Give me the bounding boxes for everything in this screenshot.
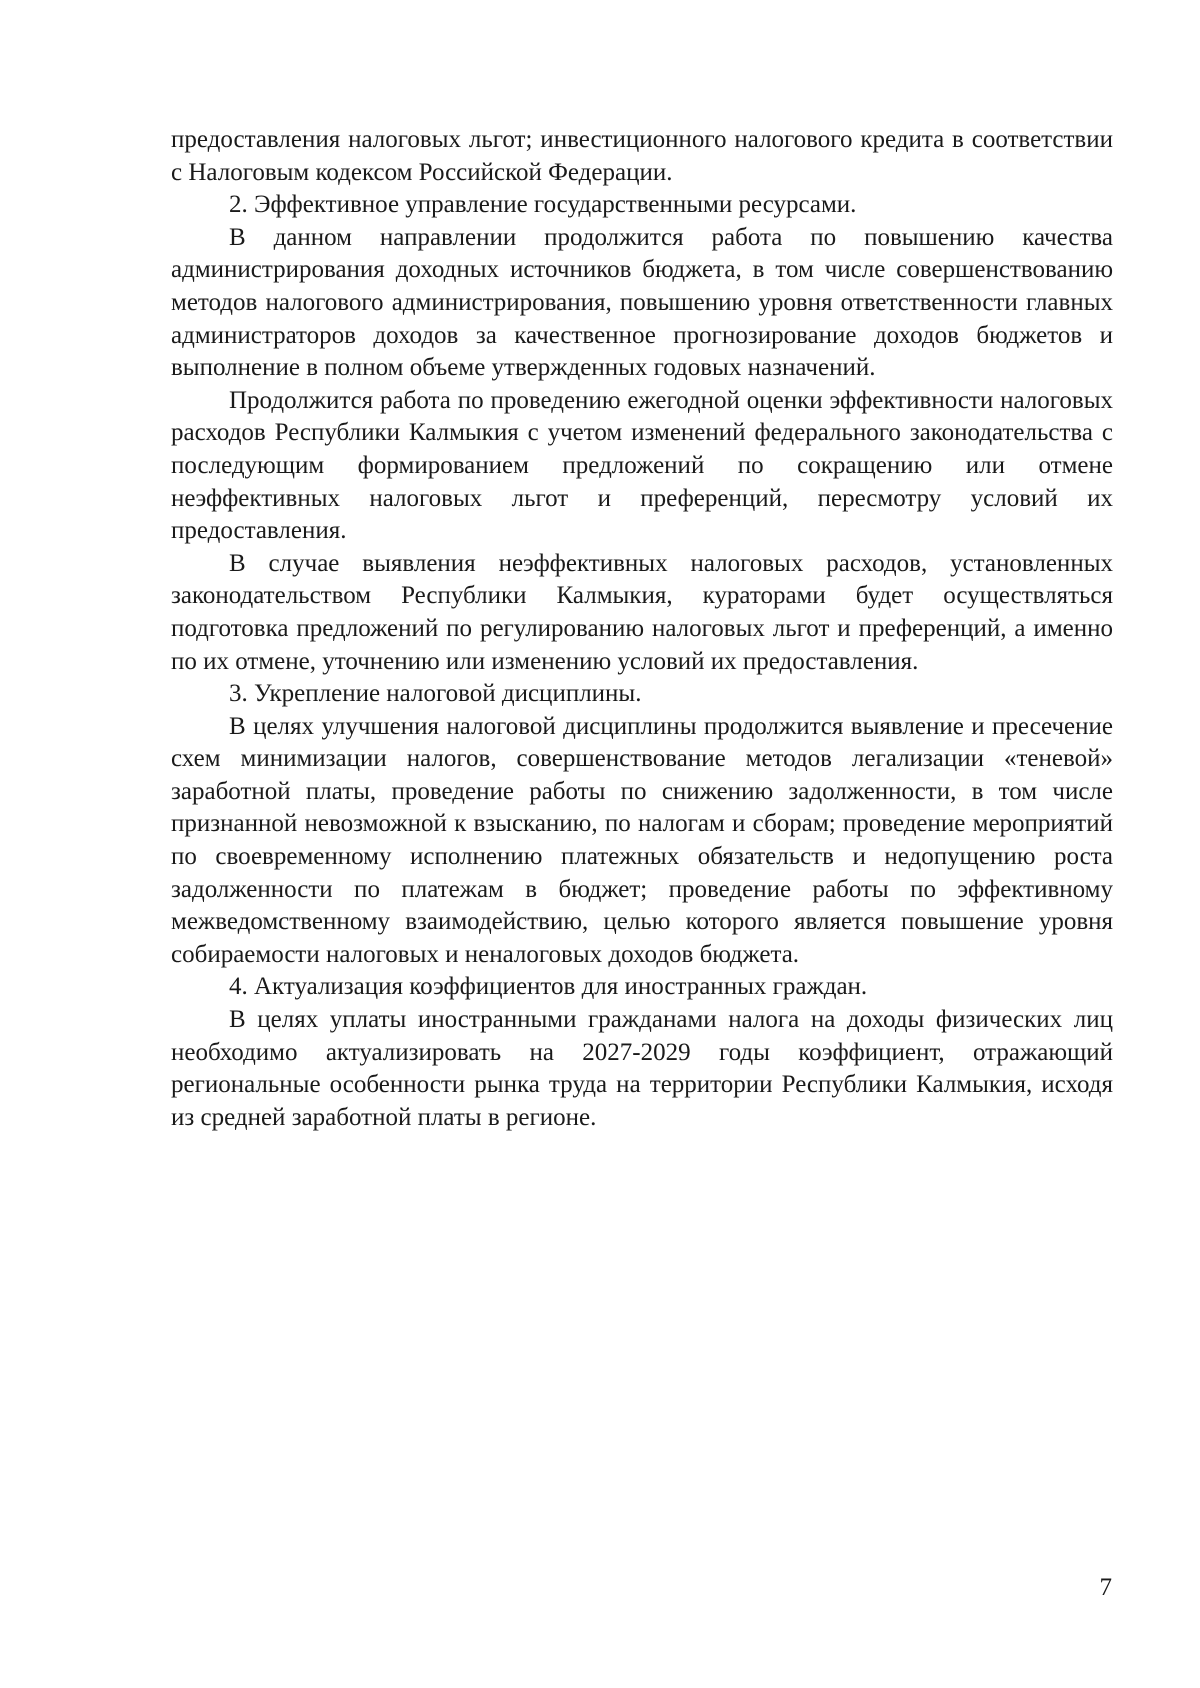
section-heading-3: 3. Укрепление налоговой дисциплины. (229, 680, 642, 708)
paragraph-ineffective-expenditures: В случае выявления неэффективных налоговых расходов, установленных законодательством Республики Калмыкия, кураторами будет осуществляться подготовка предложений по регулированию налоговых льгот и преференций, а именно по их отмене, уточнению или изменению условий их предоставления. (171, 549, 1113, 675)
section-heading-2: 2. Эффективное управление государственными ресурсами. (229, 191, 857, 219)
page-number: 7 (1099, 1574, 1112, 1601)
paragraph-revenue-administration: В данном направлении продолжится работа по повышению качества администрирования доходных источников бюджета, в том числе совершенствованию методов налогового администрирования, повышению уровня ответственности главных администраторов доходов за качественное прогнозирование доходов бюджетов и выполнение в полном объеме утвержденных годовых назначений. (171, 223, 1113, 382)
document-body (171, 124, 1113, 1134)
paragraph-foreign-citizens-coefficient: В целях уплаты иностранными гражданами налога на доходы физических лиц необходимо актуализировать на 2027-2029 годы коэффициент, отражающий региональные особенности рынка труда на территории Республики Калмыкия, исходя из средней заработной платы в регионе. (171, 1006, 1113, 1131)
section-heading-4: 4. Актуализация коэффициентов для иностранных граждан. (229, 973, 868, 1001)
paragraph-tax-discipline: В целях улучшения налоговой дисциплины продолжится выявление и пресечение схем минимизации налогов, совершенствование методов легализации «теневой» заработной платы, проведение работы по снижению задолженности, в том числе признанной невозможной к взысканию, по налогам и сборам; проведение мероприятий по своевременному исполнению платежных обязательств и недопущению роста задолженности по платежам в бюджет; проведение работы по эффективному межведомственному взаимодействию, целью которого является повышение уровня собираемости налоговых и неналоговых доходов бюджета. (171, 712, 1113, 968)
paragraph-tax-expenditure-evaluation: Продолжится работа по проведению ежегодной оценки эффективности налоговых расходов Республики Калмыкия с учетом изменений федерального законодательства с последующим формированием предложений по сокращению или отмене неэффективных налоговых льгот и преференций, пересмотру условий их предоставления. (171, 386, 1113, 545)
paragraph-continuation: предоставления налоговых льгот; инвестиционного налогового кредита в соответствии с Налоговым кодексом Российской Федерации. (171, 126, 1113, 186)
